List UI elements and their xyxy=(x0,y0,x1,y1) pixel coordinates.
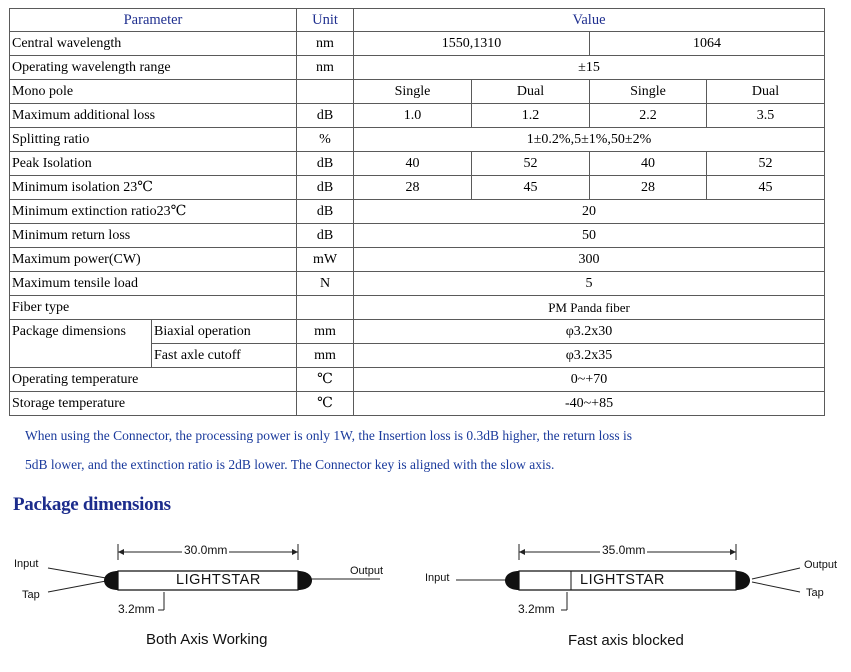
table-header-row xyxy=(10,9,825,32)
row-label: Minimum isolation 23℃ xyxy=(10,176,297,200)
row-unit: dB xyxy=(297,224,354,248)
row-sublabel: Fast axle cutoff xyxy=(152,344,297,368)
value-cell: 52 xyxy=(707,152,825,176)
section-title: Package dimensions xyxy=(13,494,171,515)
diagram-caption: Both Axis Working xyxy=(146,631,268,648)
header-parameter: Parameter xyxy=(10,9,297,32)
table-row xyxy=(10,80,825,104)
table-row xyxy=(10,176,825,200)
row-unit: nm xyxy=(297,56,354,80)
row-unit: mm xyxy=(297,320,354,344)
tap-label: Tap xyxy=(22,589,40,601)
mode-cell: Single xyxy=(354,80,472,104)
row-value: -40~+85 xyxy=(354,392,825,416)
row-unit: ℃ xyxy=(297,368,354,392)
row-value: 0~+70 xyxy=(354,368,825,392)
length-dimension: 30.0mm xyxy=(184,543,228,557)
row-value: PM Panda fiber xyxy=(354,296,825,320)
table-row xyxy=(10,272,825,296)
row-value: 20 xyxy=(354,200,825,224)
table-row xyxy=(10,200,825,224)
row-label: Maximum tensile load xyxy=(10,272,297,296)
row-label: Peak Isolation xyxy=(10,152,297,176)
row-unit: mm xyxy=(297,344,354,368)
diameter-dimension: 3.2mm xyxy=(118,602,155,616)
row-unit: dB xyxy=(297,200,354,224)
value-cell: 1.0 xyxy=(354,104,472,128)
row-label: Storage temperature xyxy=(10,392,297,416)
row-value: φ3.2x30 xyxy=(354,320,825,344)
row-value: 5 xyxy=(354,272,825,296)
row-unit: dB xyxy=(297,104,354,128)
row-label: Minimum extinction ratio23℃ xyxy=(10,200,297,224)
row-unit: mW xyxy=(297,248,354,272)
row-value: ±15 xyxy=(354,56,825,80)
row-unit xyxy=(297,80,354,104)
wavelength-group-1: 1550,1310 xyxy=(354,32,590,56)
specifications-table xyxy=(9,8,825,416)
value-cell: 40 xyxy=(354,152,472,176)
value-cell: 40 xyxy=(590,152,707,176)
row-value: 50 xyxy=(354,224,825,248)
row-unit: ℃ xyxy=(297,392,354,416)
row-sublabel: Biaxial operation xyxy=(152,320,297,344)
tap-label: Tap xyxy=(806,587,824,599)
output-label: Output xyxy=(804,559,838,571)
row-unit: nm xyxy=(297,32,354,56)
input-label: Input xyxy=(425,572,450,584)
row-unit: dB xyxy=(297,176,354,200)
table-row xyxy=(10,104,825,128)
table-row xyxy=(10,320,825,344)
value-cell: 1.2 xyxy=(472,104,590,128)
row-label: Mono pole xyxy=(10,80,297,104)
row-unit: N xyxy=(297,272,354,296)
connector-note-line-1: When using the Connector, the processing power is only 1W, the Insertion loss is 0.3dB higher, the return loss is xyxy=(25,428,632,443)
row-label: Maximum power(CW) xyxy=(10,248,297,272)
brand-label: LIGHTSTAR xyxy=(580,572,665,588)
row-unit: % xyxy=(297,128,354,152)
row-label: Minimum return loss xyxy=(10,224,297,248)
table-row xyxy=(10,56,825,80)
value-cell: 28 xyxy=(354,176,472,200)
mode-cell: Dual xyxy=(707,80,825,104)
value-cell: 28 xyxy=(590,176,707,200)
table-row xyxy=(10,392,825,416)
table-row xyxy=(10,128,825,152)
row-unit: dB xyxy=(297,152,354,176)
row-label: Central wavelength xyxy=(10,32,297,56)
diagram-caption: Fast axis blocked xyxy=(568,632,684,649)
row-label: Splitting ratio xyxy=(10,128,297,152)
package-diagram-fast-axis xyxy=(420,532,840,670)
row-value: φ3.2x35 xyxy=(354,344,825,368)
value-cell: 3.5 xyxy=(707,104,825,128)
wavelength-group-2: 1064 xyxy=(590,32,825,56)
table-row xyxy=(10,248,825,272)
value-cell: 45 xyxy=(472,176,590,200)
output-label: Output xyxy=(350,565,384,577)
row-label: Fiber type xyxy=(10,296,297,320)
row-value: 1±0.2%,5±1%,50±2% xyxy=(354,128,825,152)
value-cell: 45 xyxy=(707,176,825,200)
table-row xyxy=(10,368,825,392)
mode-cell: Dual xyxy=(472,80,590,104)
table-row xyxy=(10,32,825,56)
value-cell: 2.2 xyxy=(590,104,707,128)
brand-label: LIGHTSTAR xyxy=(176,572,261,588)
value-cell: 52 xyxy=(472,152,590,176)
row-label: Package dimensions xyxy=(10,320,152,368)
header-value: Value xyxy=(354,9,825,32)
row-unit xyxy=(297,296,354,320)
length-dimension: 35.0mm xyxy=(602,543,646,557)
header-unit: Unit xyxy=(297,9,354,32)
table-row xyxy=(10,224,825,248)
input-label: Input xyxy=(14,558,39,570)
table-row xyxy=(10,152,825,176)
row-label: Maximum additional loss xyxy=(10,104,297,128)
table-row xyxy=(10,296,825,320)
package-diagram-both-axis xyxy=(0,532,420,670)
diameter-dimension: 3.2mm xyxy=(518,602,555,616)
row-label: Operating wavelength range xyxy=(10,56,297,80)
row-value: 300 xyxy=(354,248,825,272)
mode-cell: Single xyxy=(590,80,707,104)
row-label: Operating temperature xyxy=(10,368,297,392)
connector-note-line-2: 5dB lower, and the extinction ratio is 2dB lower. The Connector key is aligned with the slow axis. xyxy=(25,457,555,472)
